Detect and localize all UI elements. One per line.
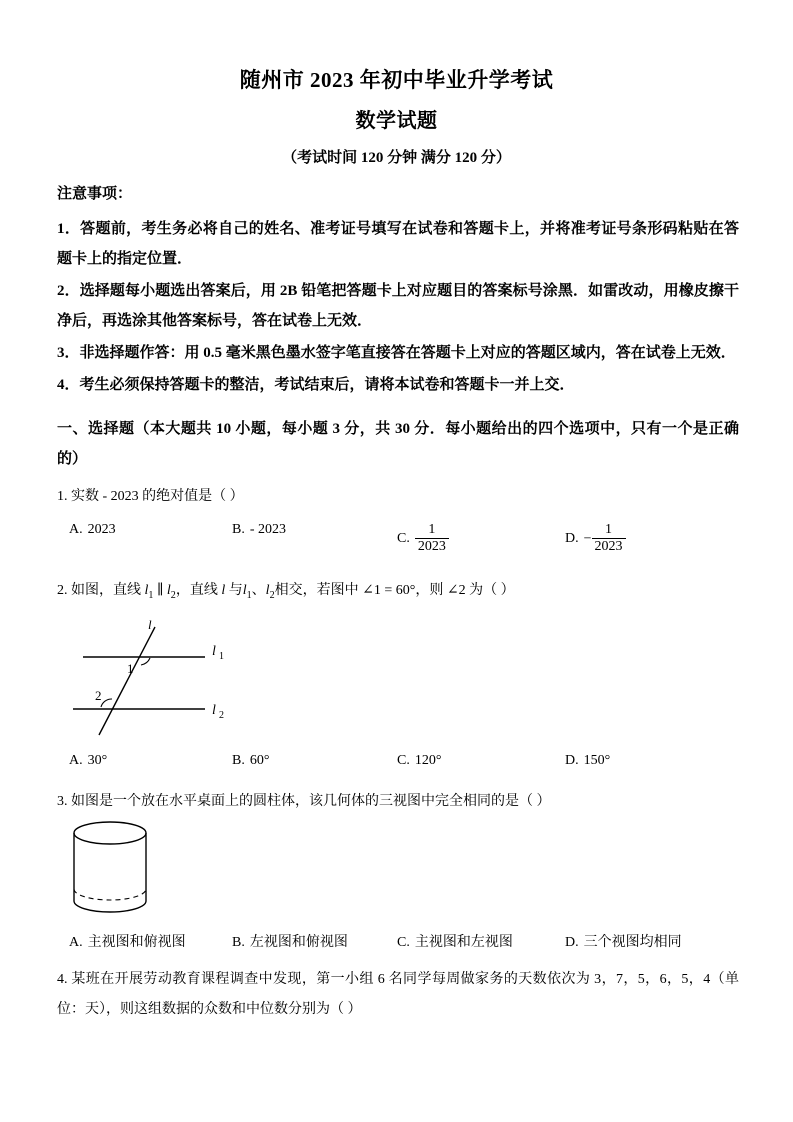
option-label: D. bbox=[565, 752, 579, 768]
q2-part-1: 2. 如图，直线 bbox=[57, 583, 145, 598]
option-label: C. bbox=[397, 531, 410, 547]
question-3-options bbox=[57, 931, 739, 957]
fraction bbox=[415, 522, 449, 555]
fraction bbox=[592, 522, 626, 555]
fraction-numerator: 1 bbox=[592, 522, 626, 539]
line-label-l1-b-sub: 1 bbox=[246, 589, 252, 601]
question-3-option-c[interactable] bbox=[397, 931, 513, 951]
cylinder-diagram bbox=[57, 817, 237, 921]
question-1-option-b[interactable] bbox=[232, 522, 286, 538]
figure-label-l: l bbox=[148, 616, 152, 632]
option-value: 30° bbox=[87, 752, 108, 768]
q2-part-5: 、 bbox=[251, 583, 266, 598]
question-2-text bbox=[57, 576, 739, 611]
question-1-option-c[interactable] bbox=[397, 522, 449, 555]
line-label-l1-sub: 1 bbox=[148, 589, 154, 601]
question-3-text: 3. 如图是一个放在水平桌面上的圆柱体，该几何体的三视图中完全相同的是（ ） bbox=[57, 793, 551, 809]
option-label: A. bbox=[69, 934, 83, 950]
option-label: C. bbox=[397, 934, 410, 950]
option-value: 三个视图均相同 bbox=[583, 934, 682, 950]
option-value: 150° bbox=[583, 752, 611, 768]
question-1-option-d[interactable] bbox=[565, 522, 626, 555]
page-title: 随州市 2023 年初中毕业升学考试 bbox=[239, 68, 554, 92]
line-label-l2-b: l bbox=[265, 583, 270, 598]
line-transversal bbox=[99, 627, 155, 735]
question-3-option-a[interactable] bbox=[69, 931, 186, 951]
question-2-option-a[interactable] bbox=[69, 753, 107, 769]
notice-item-4: 4．考生必须保持答题卡的整洁，考试结束后，请将本试卷和答题卡一并上交． bbox=[57, 377, 575, 393]
option-label: B. bbox=[232, 934, 245, 950]
figure-label-l2: l bbox=[212, 702, 216, 718]
option-label: A. bbox=[69, 522, 83, 537]
q2-part-4: 与 bbox=[225, 583, 243, 598]
option-value: - 2023 bbox=[249, 522, 287, 537]
option-value: 左视图和俯视图 bbox=[249, 934, 348, 950]
notice-label: 注意事项： bbox=[57, 186, 133, 202]
section-title-multiple-choice: 一、选择题（本大题共 10 小题，每小题 3 分，共 30 分．每小题给出的四个选项中，只有一个是正确的） bbox=[57, 421, 739, 467]
question-2-figure-parallel-lines bbox=[57, 611, 739, 743]
question-3-option-d[interactable] bbox=[565, 931, 682, 951]
cylinder-bottom-hidden-arc bbox=[74, 889, 146, 900]
question-2-option-b[interactable] bbox=[232, 753, 269, 769]
exam-meta-line: （考试时间 120 分钟 满分 120 分） bbox=[282, 150, 511, 166]
cylinder-base-helper bbox=[74, 878, 110, 889]
cylinder-top-ellipse bbox=[74, 822, 146, 844]
angle-1-arc bbox=[141, 658, 150, 665]
option-value: 主视图和左视图 bbox=[414, 934, 513, 950]
page-subtitle: 数学试题 bbox=[355, 110, 438, 132]
option-label: D. bbox=[565, 531, 579, 547]
question-3-option-b[interactable] bbox=[232, 931, 348, 951]
figure-angle-1-label: 1 bbox=[127, 660, 134, 676]
option-label: D. bbox=[565, 934, 579, 950]
notice-item-2: 2．选择题每小题选出答案后，用 2B 铅笔把答题卡上对应题目的答案标号涂黑．如雷改动，用橡皮擦干净后，再选涂其他答案标号，答在试卷上无效． bbox=[57, 283, 739, 329]
option-value: 主视图和俯视图 bbox=[87, 934, 186, 950]
option-value: 2023 bbox=[87, 522, 116, 537]
question-2-option-d[interactable] bbox=[565, 753, 610, 769]
cylinder-bottom-front-arc bbox=[74, 901, 146, 912]
line-label-l2-b-sub: 2 bbox=[269, 589, 275, 601]
angle-2-arc bbox=[101, 699, 112, 707]
option-label: C. bbox=[397, 752, 410, 768]
notice-item-3: 3．非选择题作答：用 0.5 毫米黑色墨水签字笔直接答在答题卡上对应的答题区域内，答在试卷上无效． bbox=[57, 345, 736, 361]
document-body bbox=[57, 182, 739, 1025]
option-value: 120° bbox=[414, 752, 442, 768]
figure-angle-2-label: 2 bbox=[95, 687, 102, 703]
option-label: B. bbox=[232, 522, 245, 537]
question-3-figure-cylinder bbox=[57, 817, 739, 921]
figure-label-l1: l bbox=[212, 643, 216, 659]
parallel-lines-diagram bbox=[57, 611, 317, 743]
notice-item-1: 1．答题前，考生务必将自己的姓名、准考证号填写在试卷和答题卡上，并将准考证号条形码粘贴在答题卡上的指定位置． bbox=[57, 221, 739, 267]
fraction-numerator: 1 bbox=[415, 522, 449, 539]
q2-part-3: ，直线 bbox=[175, 583, 222, 598]
question-2-option-c[interactable] bbox=[397, 753, 441, 769]
line-label-l: l bbox=[221, 583, 226, 598]
q2-part-6: 相交，若图中 ∠1 = 60°，则 ∠2 为（ ） bbox=[274, 583, 515, 598]
option-label: A. bbox=[69, 752, 83, 768]
line-label-l1-b: l bbox=[242, 583, 247, 598]
question-4-text: 4. 某班在开展劳动教育课程调查中发现，第一小组 6 名同学每周做家务的天数依次为 3，7，5，6，5，4（单位：天），则这组数据的众数和中位数分别为（ ） bbox=[57, 971, 739, 1017]
fraction-denominator: 2023 bbox=[594, 539, 623, 555]
line-label-l2-sub: 2 bbox=[170, 589, 176, 601]
option-value: 60° bbox=[249, 752, 270, 768]
line-label-l1: l bbox=[144, 583, 149, 598]
question-2-options bbox=[57, 753, 739, 779]
fraction-sign: − bbox=[583, 531, 592, 547]
figure-label-l2-sub: 2 bbox=[219, 709, 224, 721]
question-1-options bbox=[57, 522, 739, 568]
option-label: B. bbox=[232, 752, 245, 768]
question-1-option-a[interactable] bbox=[69, 522, 116, 538]
fraction-denominator: 2023 bbox=[417, 539, 446, 555]
parallel-symbol: ∥ bbox=[153, 583, 167, 598]
line-label-l2: l bbox=[166, 583, 171, 598]
question-1-text: 1. 实数 - 2023 的绝对值是（ ） bbox=[57, 489, 244, 504]
figure-label-l1-sub: 1 bbox=[219, 650, 224, 662]
